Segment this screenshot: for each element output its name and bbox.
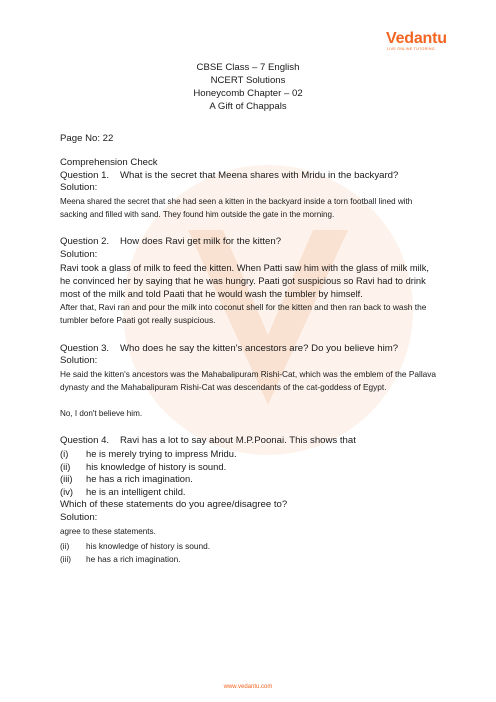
options-list bbox=[60, 448, 440, 498]
answer-text: he has a rich imagination. bbox=[86, 553, 181, 564]
option-item bbox=[60, 486, 440, 499]
solution-label: Solution: bbox=[60, 249, 98, 260]
answer-1: Meena shared the secret that she had seen a kitten in the backyard inside a torn football lined with sacking and filled with sand. They found him outside the gate in the morning. bbox=[60, 197, 413, 219]
follow-up-question: Which of these statements do you agree/disagree to? bbox=[60, 499, 288, 510]
option-text: he has a rich imagination. bbox=[86, 473, 193, 484]
option-marker: (iv) bbox=[60, 485, 74, 497]
solution-label: Solution: bbox=[60, 182, 98, 193]
section-title: Comprehension Check bbox=[60, 157, 158, 168]
document-header bbox=[0, 61, 496, 113]
question-number: Question 4. bbox=[60, 435, 110, 446]
question-number: Question 2. bbox=[60, 236, 110, 247]
answer-2-part2: After that, Ravi ran and pour the milk into coconut shell for the kitten and then ran back to wash the tumbler before Paati got really suspicious. bbox=[60, 302, 427, 325]
answer-3-part1: He said the kitten's ancestors was the Mahabalipuram Rishi-Cat, which was the emblem of the Pallava dynasty and the Mahabalipuram Rishi-Cat was descendants of the cat-goddess of Egypt. bbox=[60, 369, 437, 392]
option-text: he is merely trying to impress Mridu. bbox=[86, 448, 237, 459]
question-number: Question 3. bbox=[60, 343, 110, 354]
footer-website: www.vedantu.com bbox=[223, 684, 273, 690]
answers-list bbox=[60, 540, 440, 565]
question-text: How does Ravi get milk for the kitten? bbox=[120, 236, 282, 247]
vedantu-logo bbox=[386, 30, 458, 56]
answer-2-part1: Ravi took a glass of milk to feed the kitten. When Patti saw him with the glass of milk milk, he convinced her by saying that he was hungry. Paati got suspicious so Ravi had to drink most of the milk and told Paati that he would wash the tumbler by himself. bbox=[60, 263, 429, 299]
option-text: he is an intelligent child. bbox=[86, 485, 186, 497]
header-class: CBSE Class – 7 English bbox=[196, 62, 300, 73]
page-number: Page No: 22 bbox=[60, 133, 114, 144]
option-marker: (ii) bbox=[60, 460, 71, 472]
question-1 bbox=[60, 170, 440, 183]
answer-4-intro: agree to these statements. bbox=[60, 527, 156, 536]
answer-3-part2: No, I don't believe him. bbox=[60, 409, 143, 418]
question-number: Question 1. bbox=[60, 170, 110, 181]
header-subject: NCERT Solutions bbox=[210, 75, 286, 86]
option-item bbox=[60, 448, 440, 461]
question-4 bbox=[60, 435, 440, 448]
answer-item bbox=[60, 540, 440, 553]
header-chapter: Honeycomb Chapter – 02 bbox=[193, 88, 303, 99]
option-item bbox=[60, 473, 440, 486]
question-text: Who does he say the kitten's ancestors are? Do you believe him? bbox=[120, 343, 399, 354]
answer-item bbox=[60, 553, 440, 566]
header-title: A Gift of Chappals bbox=[209, 101, 287, 112]
answer-marker: (ii) bbox=[60, 541, 70, 551]
question-text: Ravi has a lot to say about M.P.Poonai. This shows that bbox=[120, 435, 356, 446]
logo-wordmark: Vedantu bbox=[386, 30, 447, 47]
option-marker: (iii) bbox=[60, 473, 73, 484]
question-3 bbox=[60, 343, 440, 356]
option-marker: (i) bbox=[60, 448, 69, 459]
solution-label: Solution: bbox=[60, 512, 98, 523]
answer-marker: (iii) bbox=[60, 553, 72, 564]
option-text: his knowledge of history is sound. bbox=[86, 460, 227, 472]
logo-tagline: LIVE ONLINE TUTORING bbox=[387, 47, 435, 51]
question-2 bbox=[60, 236, 440, 249]
option-item bbox=[60, 461, 440, 474]
question-text: What is the secret that Meena shares with Mridu in the backyard? bbox=[120, 170, 399, 181]
solution-label: Solution: bbox=[60, 355, 98, 366]
answer-text: his knowledge of history is sound. bbox=[86, 541, 211, 551]
